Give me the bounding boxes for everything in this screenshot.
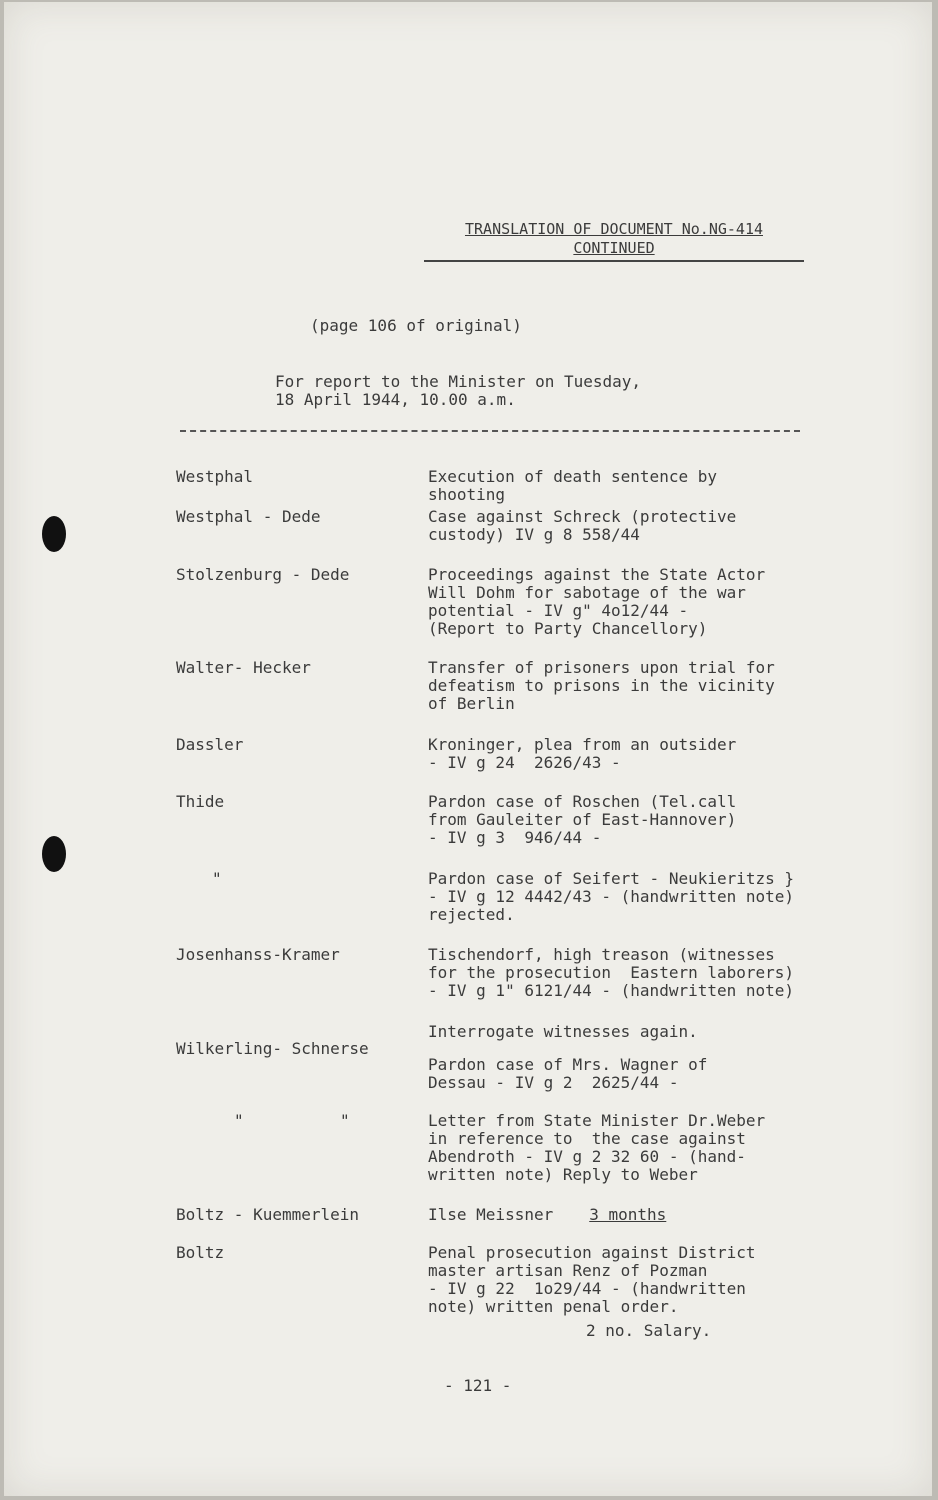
- heading-rule: [424, 260, 804, 262]
- intro-text: [275, 373, 641, 409]
- intro-line-2: 18 April 1944, 10.00 a.m.: [275, 390, 516, 409]
- page-reference: (page 106 of original): [310, 316, 522, 335]
- entry-name: Boltz - Kuemmerlein: [176, 1205, 360, 1224]
- entry-description: [428, 1206, 868, 1224]
- entry-description: Kroninger, plea from an outsider - IV g 24 2626/43 -: [428, 735, 737, 772]
- term-underlined: 3 months: [589, 1205, 667, 1224]
- entry-description: Pardon case of Roschen (Tel.call from Gauleiter of East-Hannover) - IV g 3 946/44 -: [428, 792, 737, 847]
- entry-name: Wilkerling- Schnerse: [176, 1039, 369, 1058]
- entry-description: Penal prosecution against District master artisan Renz of Pozman - IV g 22 1o29/44 - (handwritten note) written penal order.: [428, 1243, 756, 1316]
- document-page: [4, 2, 932, 1496]
- meissner-name: Ilse Meissner: [428, 1205, 554, 1224]
- entry-description: Tischendorf, high treason (witnesses for the prosecution Eastern laborers) - IV g 1" 6121/44 - (handwritten note): [428, 945, 795, 1000]
- entry-description: Pardon case of Mrs. Wagner of Dessau - IV g 2 2625/44 -: [428, 1055, 708, 1092]
- entry-description: Execution of death sentence by shooting: [428, 467, 717, 504]
- punch-hole-bottom: [42, 836, 66, 872]
- heading-line-1: TRANSLATION OF DOCUMENT No.NG-414: [464, 220, 763, 238]
- entry-description: Pardon case of Seifert - Neukieritzs } - IV g 12 4442/43 - (handwritten note) rejected.: [428, 869, 795, 924]
- entry-description: Proceedings against the State Actor Will Dohm for sabotage of the war potential - IV g" 4o12/44 - (Report to Party Chancellory): [428, 565, 766, 638]
- entry-name: Thide: [176, 792, 225, 811]
- heading-line-2: CONTINUED: [573, 239, 655, 257]
- entry-name: Westphal: [176, 467, 254, 486]
- punch-hole-top: [42, 516, 66, 552]
- entry-name: Stolzenburg - Dede: [176, 565, 350, 584]
- entry-description: Transfer of prisoners upon trial for defeatism to prisons in the vicinity of Berlin: [428, 658, 775, 713]
- salary-note: 2 no. Salary.: [586, 1321, 712, 1340]
- intro-line-1: For report to the Minister on Tuesday,: [275, 372, 642, 391]
- entry-name: Walter- Hecker: [176, 658, 311, 677]
- dashed-separator: [180, 430, 800, 432]
- entry-name: " ": [234, 1111, 350, 1130]
- page-number: - 121 -: [444, 1376, 512, 1395]
- entry-name: ": [212, 869, 222, 888]
- entry-description: Interrogate witnesses again.: [428, 1022, 698, 1041]
- entry-name: Josenhanss-Kramer: [176, 945, 340, 964]
- entry-name: Westphal - Dede: [176, 507, 321, 526]
- document-heading: [424, 220, 804, 258]
- entry-name: Dassler: [176, 735, 244, 754]
- entry-description: Case against Schreck (protective custody) IV g 8 558/44: [428, 507, 737, 544]
- entry-name: Boltz: [176, 1243, 225, 1262]
- entry-description: Letter from State Minister Dr.Weber in reference to the case against Abendroth - IV g 2 32 60 - (hand- written note) Reply to Weber: [428, 1111, 766, 1184]
